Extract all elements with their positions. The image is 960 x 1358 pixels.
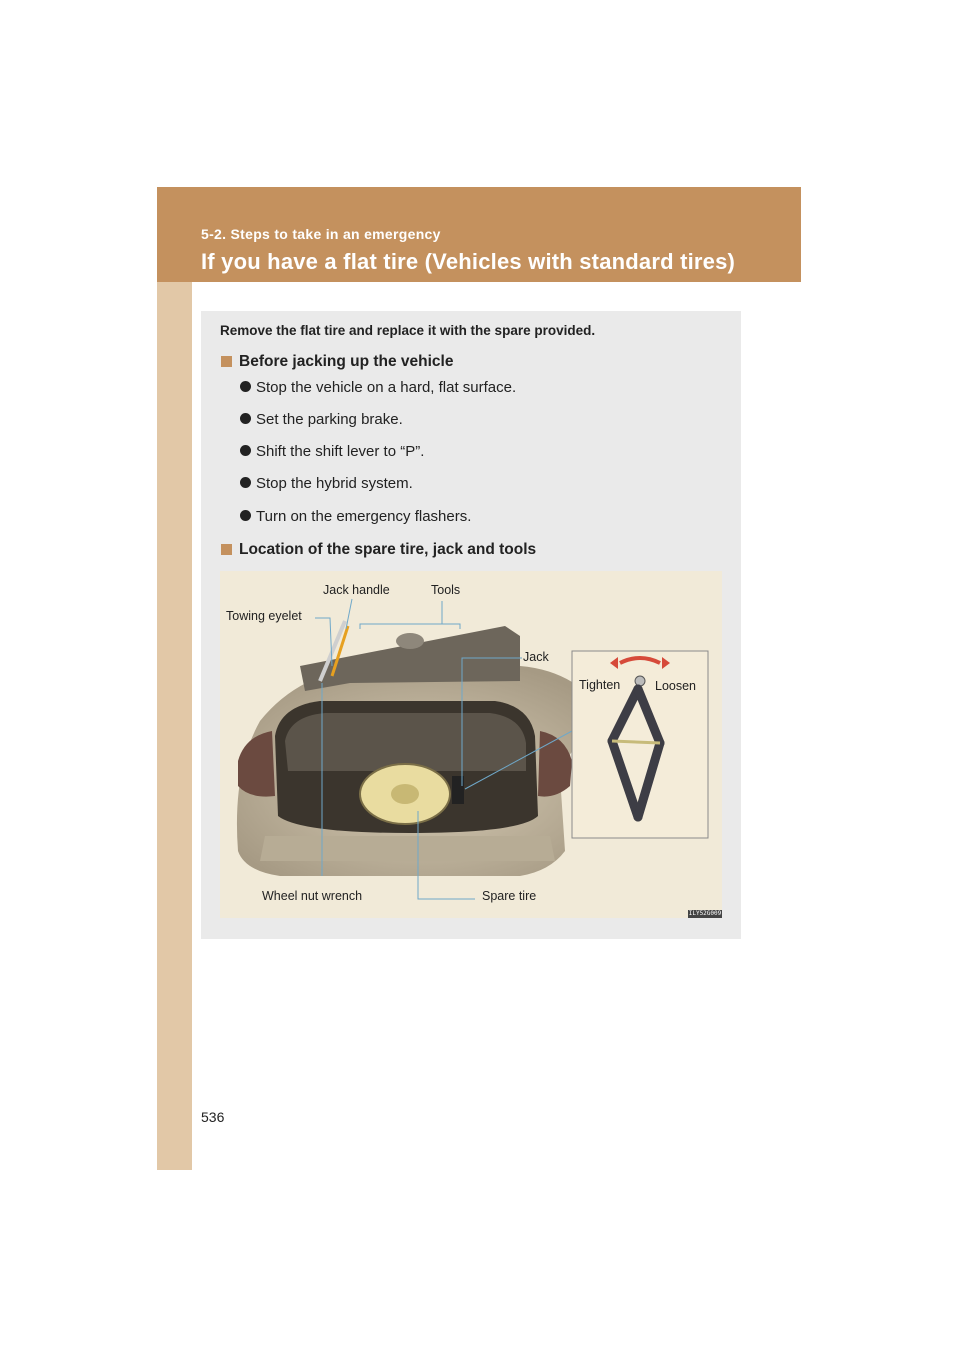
heading-square-icon xyxy=(221,356,232,367)
spare-tire-location-illustration xyxy=(220,571,722,918)
step-item: Set the parking brake. xyxy=(240,411,403,428)
page-side-strip xyxy=(157,187,192,1170)
step-item: Stop the vehicle on a hard, flat surface. xyxy=(240,379,516,396)
bullet-icon xyxy=(240,510,251,521)
jack-screw-eye xyxy=(635,676,645,686)
label-loosen: Loosen xyxy=(655,679,697,693)
label-jack: Jack xyxy=(523,650,549,664)
label-spare-tire: Spare tire xyxy=(482,889,537,903)
step-item: Turn on the emergency flashers. xyxy=(240,508,471,525)
spare-tire-hub xyxy=(391,784,419,804)
figure-code: ILY52G009 xyxy=(688,910,722,917)
page-number: 536 xyxy=(201,1109,225,1125)
bullet-icon xyxy=(240,413,251,424)
label-tools: Tools xyxy=(431,583,461,597)
tool-tray-recess xyxy=(396,633,424,649)
label-tighten: Tighten xyxy=(579,678,621,692)
label-wheel-nut-wrench: Wheel nut wrench xyxy=(262,889,363,903)
bullet-icon xyxy=(240,445,251,456)
jack-screw-rod xyxy=(612,741,660,743)
step-item: Shift the shift lever to “P”. xyxy=(240,443,424,460)
heading-square-icon xyxy=(221,544,232,555)
rear-bumper xyxy=(260,836,555,861)
step-item: Stop the hybrid system. xyxy=(240,475,413,492)
car-trunk-drawing xyxy=(220,571,722,918)
label-towing-eyelet: Towing eyelet xyxy=(226,609,302,623)
bullet-icon xyxy=(240,381,251,392)
section-label: 5-2. Steps to take in an emergency xyxy=(201,226,441,242)
heading-location: Location of the spare tire, jack and tools xyxy=(221,541,536,559)
trunk-floor-board xyxy=(285,713,526,771)
page-title: If you have a flat tire (Vehicles with standard tires) xyxy=(201,249,736,274)
bullet-icon xyxy=(240,477,251,488)
left-tail-light xyxy=(238,731,275,797)
heading-before-jacking: Before jacking up the vehicle xyxy=(221,353,453,371)
intro-text: Remove the flat tire and replace it with the spare provided. xyxy=(220,323,596,338)
label-jack-handle: Jack handle xyxy=(323,583,390,597)
